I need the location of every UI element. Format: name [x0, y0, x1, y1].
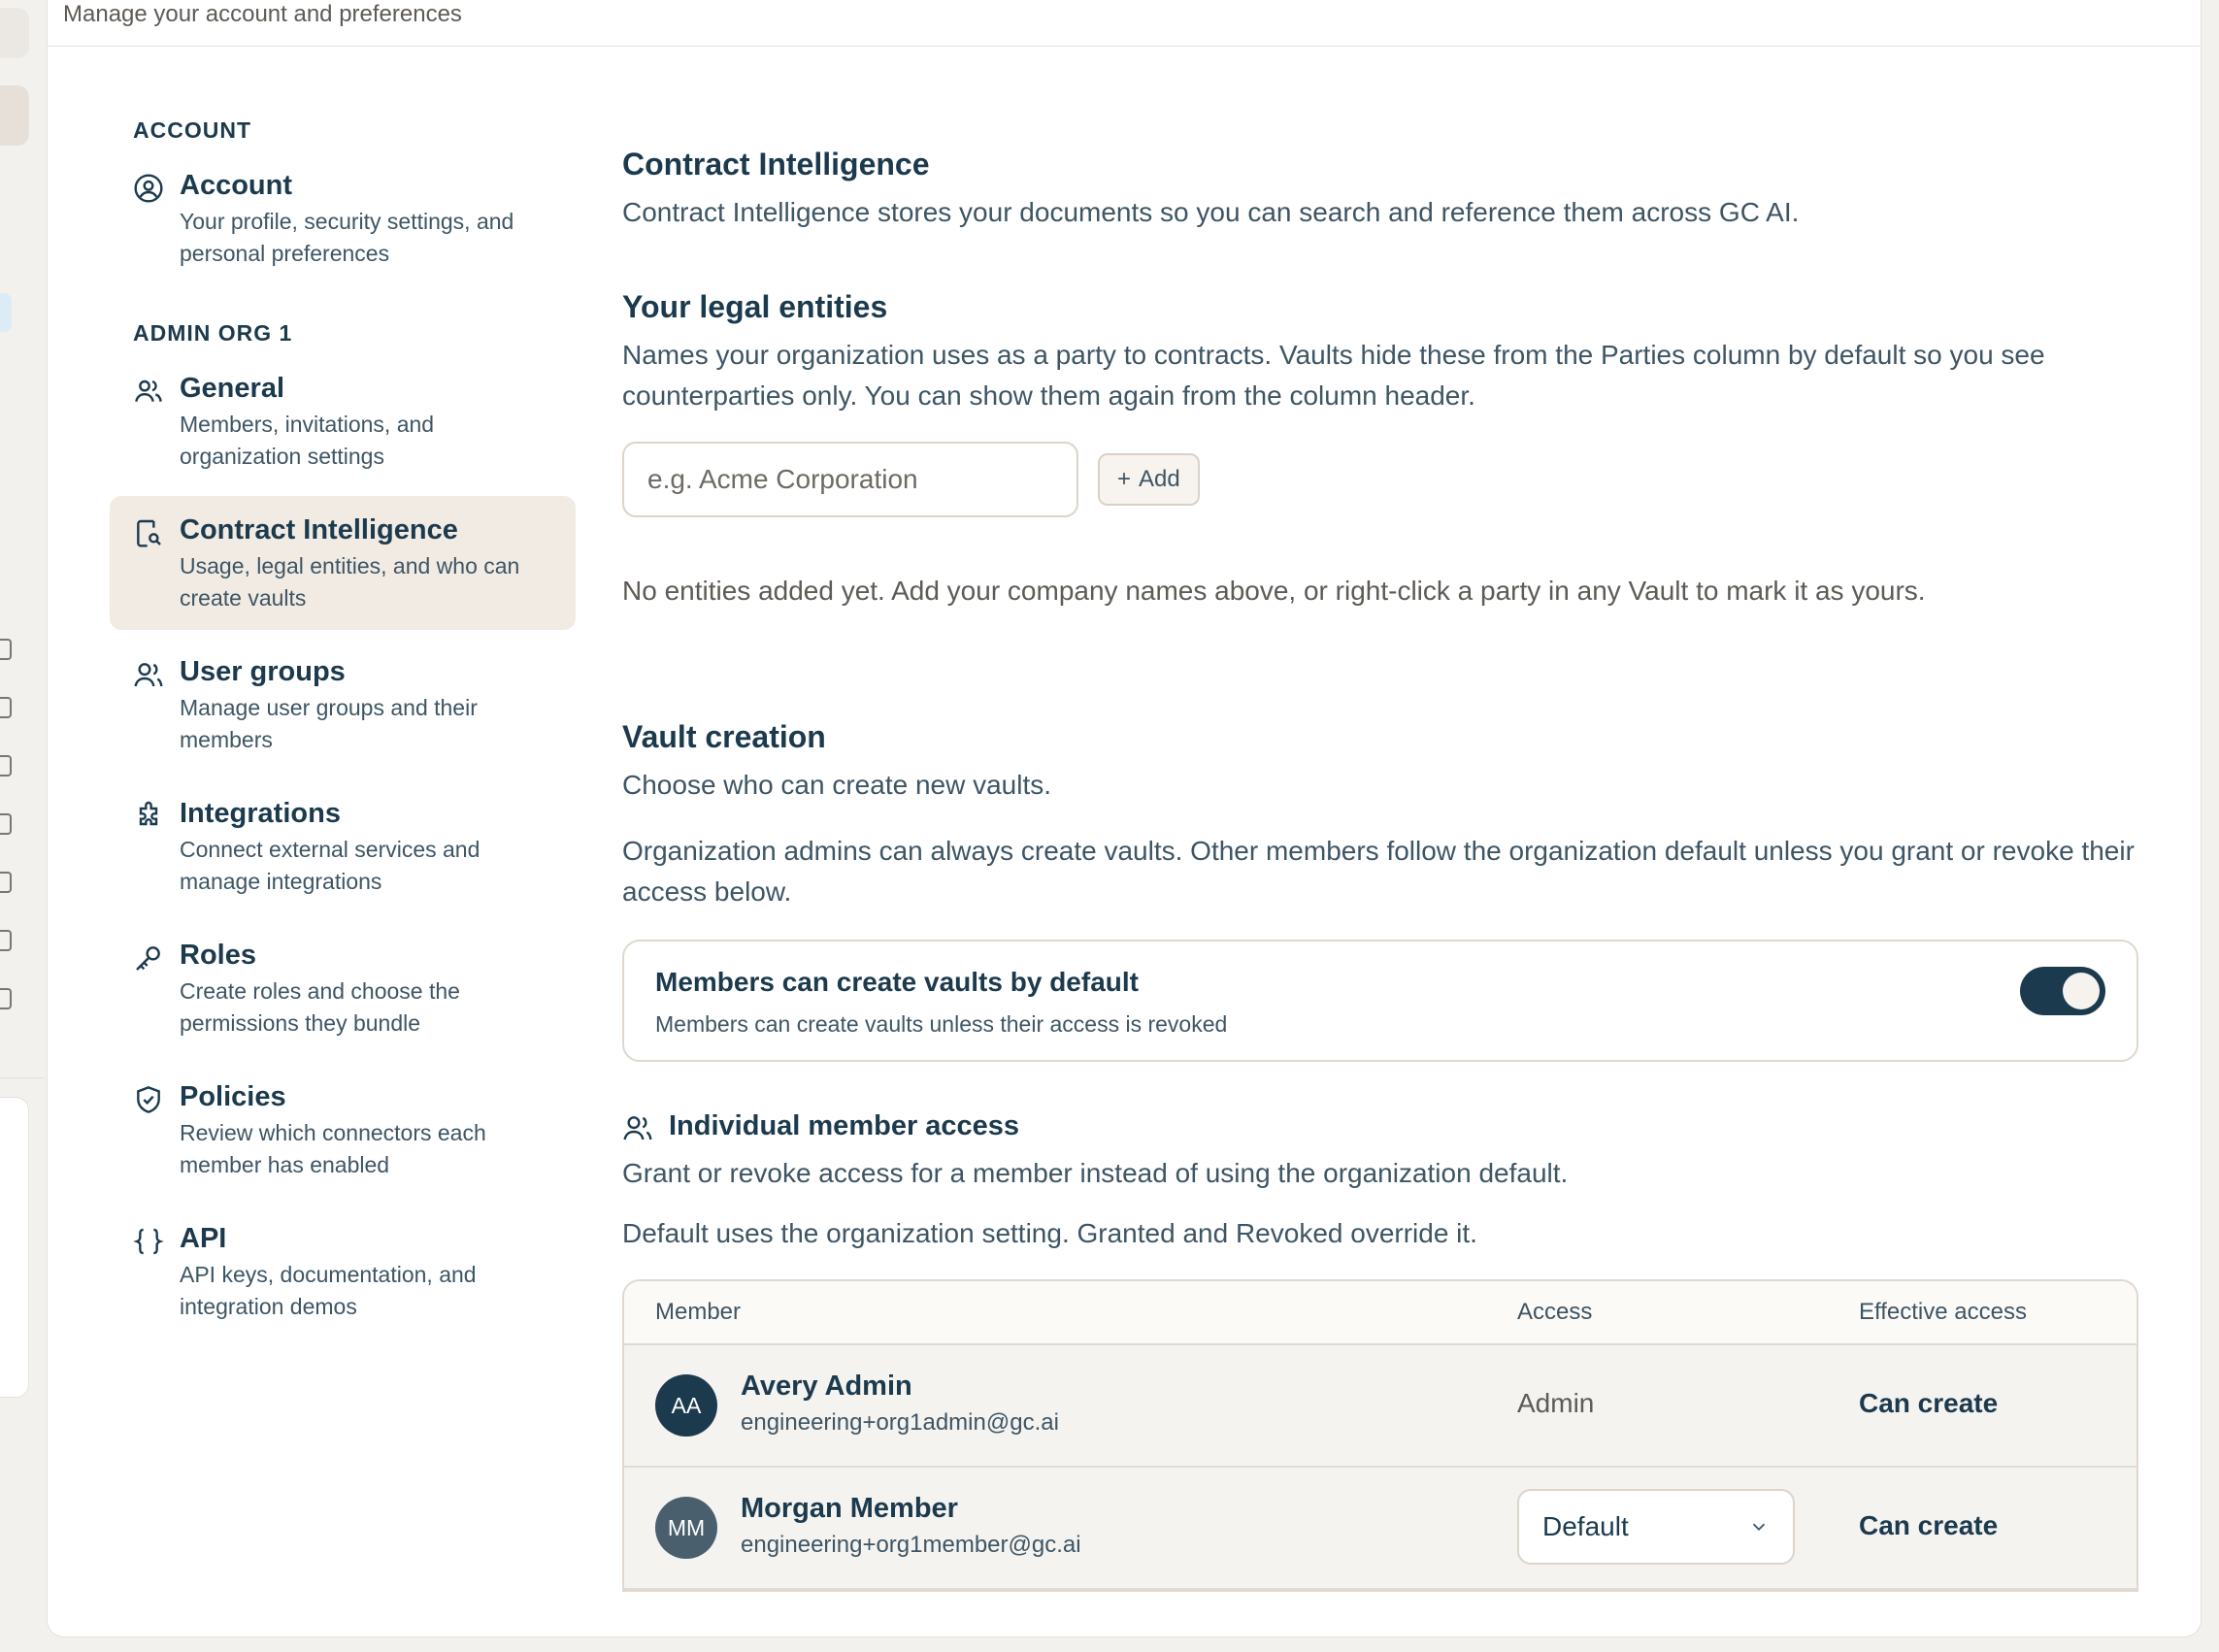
nav-item-title: Policies: [180, 1081, 286, 1112]
table-header: [624, 1281, 2136, 1345]
nav-item-desc: Your profile, security settings, and personal preferences: [180, 209, 514, 266]
nav-item-integrations[interactable]: [110, 779, 576, 913]
effective-access-value: Can create: [1859, 1510, 1999, 1540]
settings-panel: [47, 0, 2202, 1637]
page-subtitle: Manage your account and preferences: [63, 1, 462, 27]
access-select-value: Default: [1542, 1511, 1629, 1541]
chevron-down-icon: [1748, 1516, 1770, 1537]
nav-item-desc: Usage, legal entities, and who can create vaults: [180, 553, 520, 611]
member-access-value: Admin: [1517, 1388, 1595, 1418]
rail-button[interactable]: [0, 8, 29, 58]
nav-item-title: General: [180, 373, 284, 404]
rail-doc-icon[interactable]: [0, 872, 12, 893]
rail-divider: [0, 1077, 45, 1078]
members-create-vaults-switch[interactable]: [2020, 967, 2105, 1015]
nav-item-user-groups[interactable]: [110, 638, 576, 772]
nav-item-title: Account: [180, 170, 292, 201]
access-select[interactable]: [1517, 1489, 1795, 1565]
nav-item-api[interactable]: [110, 1205, 576, 1338]
nav-item-desc: Manage user groups and their members: [180, 695, 478, 752]
users-icon: [133, 376, 164, 407]
avatar: AA: [655, 1374, 717, 1437]
nav-item-desc: Create roles and choose the permissions they bundle: [180, 978, 460, 1036]
individual-access-header: [622, 1110, 2138, 1145]
individual-access-title: Individual member access: [669, 1110, 1020, 1141]
nav-section-org: ADMIN ORG 1: [133, 320, 293, 346]
rail-doc-icon[interactable]: [0, 813, 12, 835]
entities-title: Your legal entities: [622, 289, 888, 324]
document-search-icon: [133, 517, 164, 548]
nav-item-desc: Review which connectors each member has enabled: [180, 1120, 486, 1177]
user-circle-icon: [133, 173, 164, 204]
user-group-icon: [133, 659, 164, 690]
toggle-title: Members can create vaults by default: [655, 967, 1139, 997]
avatar: MM: [655, 1497, 717, 1559]
nav-item-title: API: [180, 1223, 227, 1254]
entities-empty-state: No entities added yet. Add your company names above, or right-click a party in any Vault to mark it as yours.: [622, 576, 1926, 606]
vault-admin-note: Organization admins can always create vaults. Other members follow the organization default unless you grant or revoke their access below.: [622, 836, 2135, 907]
member-access-table: [622, 1279, 2138, 1592]
column-access: Access: [1517, 1299, 1593, 1325]
nav-item-roles[interactable]: [110, 921, 576, 1055]
nav-item-title: Roles: [180, 940, 256, 971]
nav-section-account: ACCOUNT: [133, 117, 251, 143]
entity-add-row: [622, 442, 2138, 519]
vault-title: Vault creation: [622, 719, 826, 754]
table-row: [624, 1345, 2136, 1468]
switch-knob: [2063, 973, 2100, 1009]
add-entity-label: Add: [1139, 466, 1180, 492]
rail-indicator: [0, 293, 12, 332]
entity-name-input[interactable]: [622, 442, 1078, 517]
plus-icon: +: [1117, 466, 1132, 492]
ci-description: Contract Intelligence stores your documents so you can search and reference them across GC AI.: [622, 197, 1800, 227]
ci-title: Contract Intelligence: [622, 147, 930, 182]
user-group-icon: [622, 1112, 653, 1143]
column-member: Member: [655, 1299, 742, 1325]
settings-nav: [110, 88, 576, 1338]
member-email: engineering+org1admin@gc.ai: [741, 1409, 1059, 1436]
nav-item-general[interactable]: [110, 354, 576, 488]
panel-header: [48, 0, 2201, 47]
table-row: [624, 1468, 2136, 1590]
nav-item-title: User groups: [180, 656, 346, 687]
app-rail: [0, 0, 45, 1652]
member-name: Avery Admin: [741, 1371, 912, 1402]
nav-item-policies[interactable]: [110, 1063, 576, 1197]
add-entity-button[interactable]: [1098, 453, 1200, 506]
individual-access-description: Grant or revoke access for a member instead of using the organization default.: [622, 1158, 1569, 1188]
settings-content: [622, 147, 2138, 1592]
braces-icon: [133, 1226, 164, 1257]
member-email: engineering+org1member@gc.ai: [741, 1532, 1081, 1558]
nav-item-account[interactable]: [110, 151, 576, 285]
vault-description: Choose who can create new vaults.: [622, 770, 1052, 800]
nav-item-desc: Connect external services and manage integrations: [180, 837, 480, 894]
rail-doc-icon[interactable]: [0, 639, 12, 660]
nav-item-desc: API keys, documentation, and integration demos: [180, 1262, 477, 1319]
default-vault-toggle-card: [622, 940, 2138, 1062]
effective-access-value: Can create: [1859, 1388, 1999, 1418]
key-icon: [133, 942, 164, 974]
rail-doc-icon[interactable]: [0, 988, 12, 1009]
nav-item-title: Integrations: [180, 798, 341, 829]
individual-access-note: Default uses the organization setting. Granted and Revoked override it.: [622, 1218, 1477, 1248]
entities-description: Names your organization uses as a party to contracts. Vaults hide these from the Parties column by default so you see counterparties only. You can show them again from the column header.: [622, 340, 2045, 411]
column-effective-access: Effective access: [1859, 1299, 2027, 1325]
rail-card: [0, 1097, 29, 1398]
puzzle-icon: [133, 801, 164, 832]
toggle-description: Members can create vaults unless their access is revoked: [655, 1011, 1228, 1037]
rail-doc-icon[interactable]: [0, 755, 12, 776]
shield-check-icon: [133, 1084, 164, 1115]
rail-button-active[interactable]: [0, 85, 29, 146]
member-name: Morgan Member: [741, 1493, 958, 1524]
nav-item-desc: Members, invitations, and organization settings: [180, 412, 435, 469]
rail-doc-icon[interactable]: [0, 930, 12, 951]
rail-doc-icon[interactable]: [0, 697, 12, 718]
nav-item-title: Contract Intelligence: [180, 514, 458, 545]
nav-item-contract-intelligence[interactable]: [110, 496, 576, 630]
